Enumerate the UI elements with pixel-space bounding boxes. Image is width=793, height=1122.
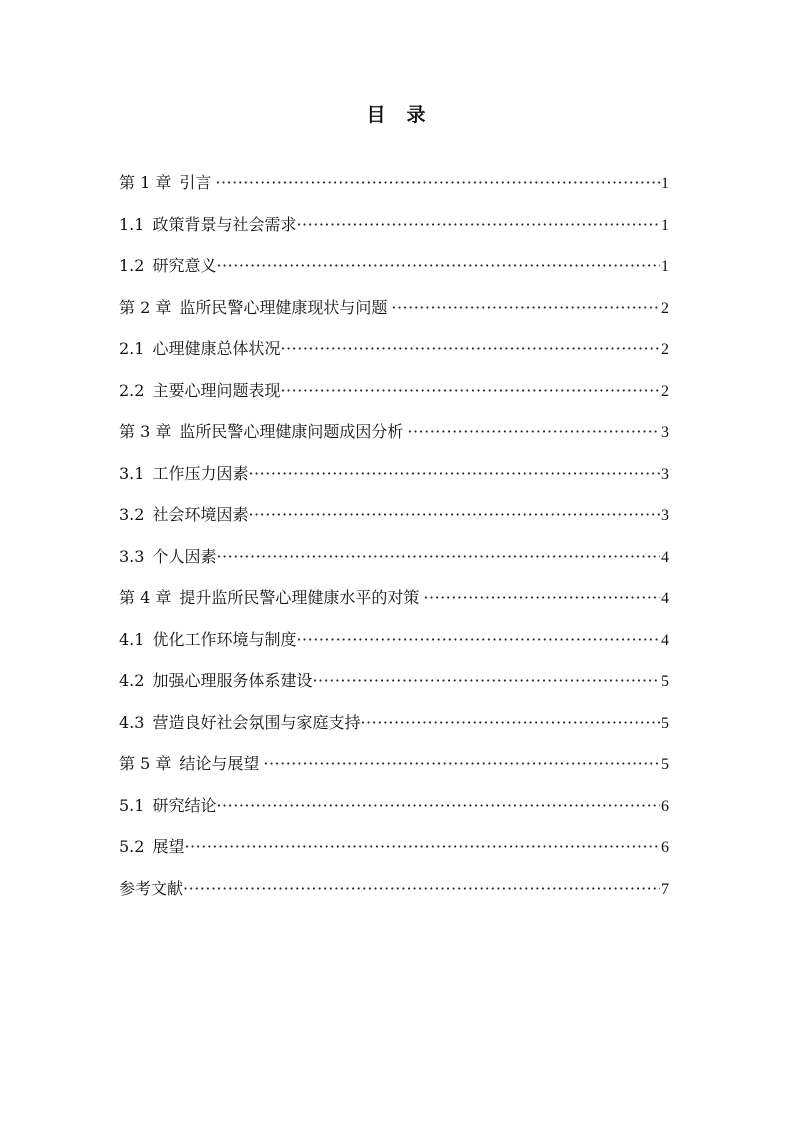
toc-dot-leader <box>280 377 660 405</box>
toc-entry-label <box>119 377 280 405</box>
toc-dot-leader <box>183 875 660 903</box>
toc-entry-number: 3.2 <box>119 505 145 524</box>
toc-entry[interactable] <box>119 626 669 668</box>
toc-entry-text: 结论与展望 <box>179 754 260 773</box>
page-title <box>0 100 793 127</box>
toc-entry[interactable] <box>119 169 669 211</box>
toc-page-number: 3 <box>661 507 669 524</box>
toc-entry-number: 5.2 <box>119 837 145 856</box>
toc-entry-label <box>119 667 312 695</box>
toc-entry-number: 第 5 章 <box>119 754 172 773</box>
toc-entry-text: 政策背景与社会需求 <box>152 214 297 234</box>
toc-entry-text: 加强心理服务体系建设 <box>152 671 313 690</box>
toc-entry-text: 展望 <box>152 837 185 856</box>
toc-entry-number: 2.1 <box>119 339 145 358</box>
toc-page-number: 1 <box>661 175 669 192</box>
toc-page-number: 3 <box>661 465 669 483</box>
toc-page-number: 6 <box>661 797 669 815</box>
toc-entry-text: 社会环境因素 <box>152 505 249 524</box>
toc-entry-text: 优化工作环境与制度 <box>152 629 297 649</box>
toc-dot-leader <box>360 709 660 737</box>
toc-entry-text: 监所民警心理健康问题成因分析 <box>179 422 404 441</box>
table-of-contents <box>119 169 669 916</box>
toc-entry-text: 心理健康总体状况 <box>152 339 281 358</box>
toc-entry-label <box>119 543 216 571</box>
toc-entry-label <box>119 584 419 612</box>
toc-dot-leader <box>248 460 660 488</box>
toc-entry-label <box>119 709 360 737</box>
toc-entry-number: 第 1 章 <box>119 173 172 192</box>
page-title-part1: 目 <box>366 104 387 126</box>
toc-entry[interactable] <box>119 460 669 502</box>
toc-dot-leader <box>248 501 660 529</box>
toc-entry-text: 主要心理问题表现 <box>152 380 281 400</box>
toc-entry[interactable] <box>119 501 669 543</box>
toc-entry-number: 4.3 <box>119 712 145 732</box>
toc-entry-label <box>119 335 280 363</box>
toc-dot-leader <box>216 252 660 280</box>
toc-entry-label <box>119 252 216 280</box>
toc-dot-leader <box>280 335 660 363</box>
toc-entry-text: 研究意义 <box>152 256 217 275</box>
toc-entry-number: 第 4 章 <box>119 588 172 607</box>
toc-dot-leader <box>296 211 660 239</box>
toc-entry-label <box>119 626 296 654</box>
toc-entry-number: 第 3 章 <box>119 422 172 441</box>
toc-page-number: 2 <box>661 341 669 358</box>
toc-dot-leader <box>184 833 660 861</box>
toc-entry[interactable] <box>119 335 669 377</box>
toc-entry-text: 提升监所民警心理健康水平的对策 <box>179 588 420 607</box>
toc-page-number: 5 <box>661 673 669 690</box>
toc-entry-label <box>119 501 248 529</box>
toc-page-number: 4 <box>661 548 669 566</box>
toc-dot-leader <box>296 626 660 654</box>
toc-entry-text: 个人因素 <box>152 546 217 566</box>
toc-entry-text: 引言 <box>179 173 212 192</box>
toc-page-number: 7 <box>661 880 669 898</box>
toc-dot-leader <box>216 792 660 820</box>
toc-entry-number: 5.1 <box>119 795 145 815</box>
toc-page-number: 1 <box>661 258 669 275</box>
toc-entry-number: 3.3 <box>119 546 145 566</box>
toc-dot-leader <box>263 750 660 778</box>
toc-dot-leader <box>216 543 660 571</box>
toc-entry-label <box>119 750 259 778</box>
toc-entry[interactable] <box>119 377 669 419</box>
toc-dot-leader <box>391 294 660 322</box>
toc-entry-number: 1.1 <box>119 214 145 234</box>
toc-entry-label <box>119 294 387 322</box>
toc-entry[interactable] <box>119 667 669 709</box>
toc-page-number: 2 <box>661 382 669 400</box>
toc-dot-leader <box>407 418 660 446</box>
toc-page-number: 4 <box>661 631 669 649</box>
toc-page-number: 6 <box>661 839 669 856</box>
toc-page-number: 4 <box>661 590 669 607</box>
toc-dot-leader <box>312 667 660 695</box>
toc-entry-number: 2.2 <box>119 380 145 400</box>
page-title-part2: 录 <box>406 104 427 126</box>
toc-entry-number: 3.1 <box>119 463 145 483</box>
toc-entry-number: 4.1 <box>119 629 145 649</box>
toc-dot-leader <box>215 169 660 197</box>
toc-entry[interactable] <box>119 584 669 626</box>
toc-page-number: 1 <box>661 216 669 234</box>
toc-entry-number: 4.2 <box>119 671 145 690</box>
toc-entry[interactable] <box>119 709 669 751</box>
toc-entry-label <box>119 211 296 239</box>
toc-entry[interactable] <box>119 792 669 834</box>
toc-entry[interactable] <box>119 875 669 917</box>
toc-entry-text: 监所民警心理健康现状与问题 <box>179 297 388 317</box>
toc-dot-leader <box>423 584 660 612</box>
toc-entry[interactable] <box>119 252 669 294</box>
toc-entry-text: 研究结论 <box>152 795 217 815</box>
toc-entry[interactable] <box>119 418 669 460</box>
toc-entry-label <box>119 169 211 197</box>
toc-page-number: 5 <box>661 714 669 732</box>
toc-entry-label <box>119 460 248 488</box>
toc-entry-text: 营造良好社会氛围与家庭支持 <box>152 712 361 732</box>
toc-entry[interactable] <box>119 833 669 875</box>
toc-entry-label <box>119 792 216 820</box>
toc-entry-text: 工作压力因素 <box>152 463 249 483</box>
toc-entry[interactable] <box>119 543 669 585</box>
toc-entry[interactable] <box>119 294 669 336</box>
toc-entry-label <box>119 833 184 861</box>
toc-entry[interactable] <box>119 211 669 253</box>
toc-page-number: 3 <box>661 424 669 441</box>
toc-entry-label <box>119 875 183 903</box>
toc-entry-number: 1.2 <box>119 256 145 275</box>
toc-entry-label <box>119 418 403 446</box>
toc-page-number: 5 <box>661 756 669 773</box>
toc-entry-text: 参考文献 <box>119 878 184 898</box>
toc-entry-number: 第 2 章 <box>119 297 172 317</box>
toc-entry[interactable] <box>119 750 669 792</box>
toc-page-number: 2 <box>661 299 669 317</box>
